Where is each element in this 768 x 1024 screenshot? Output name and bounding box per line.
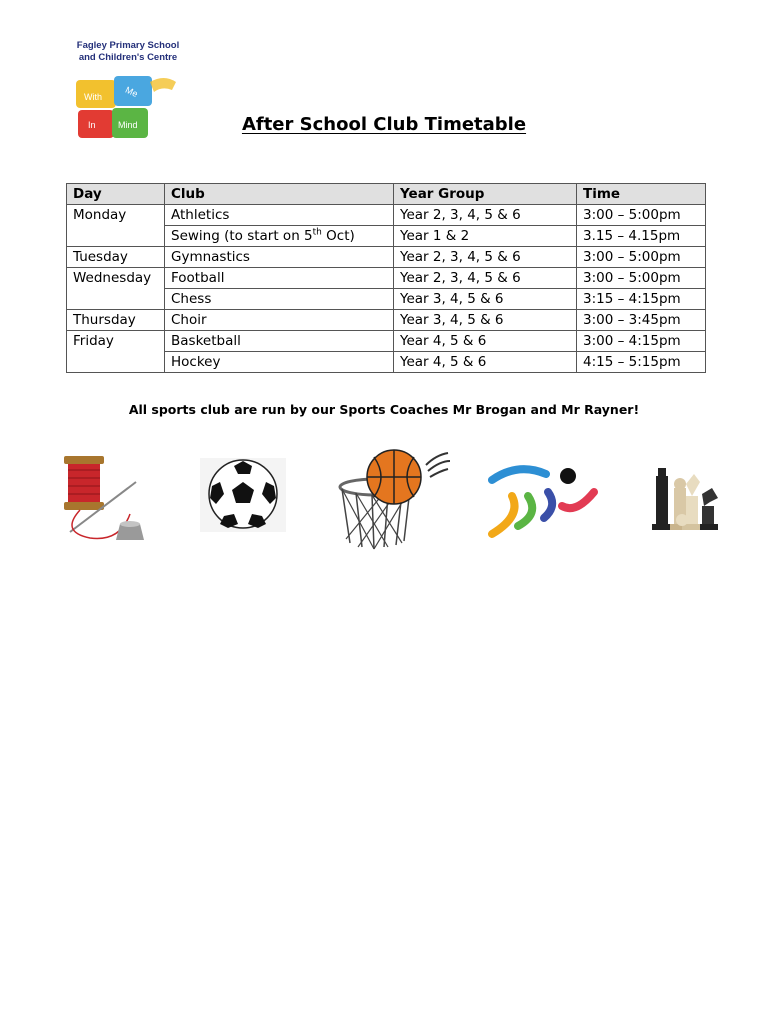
cell-club: Chess	[165, 289, 394, 310]
cell-club: Choir	[165, 310, 394, 331]
table-row	[67, 247, 706, 268]
puzzle-word-4: Mind	[118, 120, 138, 130]
table-row	[67, 205, 706, 226]
logo-school-name: Fagley Primary School and Children's Centre	[76, 40, 180, 63]
page-title: After School Club Timetable	[241, 114, 527, 135]
cell-club: Sewing (to start on 5th Oct)	[165, 226, 394, 247]
cell-time: 4:15 – 5:15pm	[577, 352, 706, 373]
cell-time: 3:00 – 5:00pm	[577, 268, 706, 289]
puzzle-word-2: Me	[123, 84, 140, 100]
cell-day	[67, 289, 165, 310]
table-row	[67, 226, 706, 247]
cell-time: 3:15 – 4:15pm	[577, 289, 706, 310]
header-club: Club	[165, 184, 394, 205]
cell-time: 3:00 – 3:45pm	[577, 310, 706, 331]
cell-year-group: Year 2, 3, 4, 5 & 6	[394, 268, 577, 289]
cell-year-group: Year 3, 4, 5 & 6	[394, 289, 577, 310]
cell-day: Monday	[67, 205, 165, 226]
table-row	[67, 331, 706, 352]
header-time: Time	[577, 184, 706, 205]
puzzle-word-1: With	[84, 92, 102, 102]
sports-coaches-note: All sports club are run by our Sports Coaches Mr Brogan and Mr Rayner!	[128, 402, 640, 417]
cell-club: Football	[165, 268, 394, 289]
cell-year-group: Year 1 & 2	[394, 226, 577, 247]
athletics-icon	[488, 462, 600, 540]
cell-day: Thursday	[67, 310, 165, 331]
cell-club: Athletics	[165, 205, 394, 226]
cell-time: 3:00 – 5:00pm	[577, 247, 706, 268]
table-row	[67, 352, 706, 373]
cell-year-group: Year 4, 5 & 6	[394, 352, 577, 373]
puzzle-logo-icon	[72, 68, 184, 148]
sewing-icon	[50, 452, 162, 544]
cell-day: Friday	[67, 331, 165, 352]
chess-icon	[648, 462, 722, 534]
header-year-group: Year Group	[394, 184, 577, 205]
cell-club: Basketball	[165, 331, 394, 352]
cell-day	[67, 226, 165, 247]
header-day: Day	[67, 184, 165, 205]
table-row	[67, 268, 706, 289]
table-row	[67, 289, 706, 310]
cell-time: 3.15 – 4.15pm	[577, 226, 706, 247]
cell-club: Gymnastics	[165, 247, 394, 268]
cell-year-group: Year 4, 5 & 6	[394, 331, 577, 352]
cell-day: Tuesday	[67, 247, 165, 268]
football-icon	[200, 458, 286, 532]
puzzle-word-3: In	[88, 120, 96, 130]
timetable	[66, 183, 706, 373]
cell-day	[67, 352, 165, 373]
cell-time: 3:00 – 4:15pm	[577, 331, 706, 352]
cell-day: Wednesday	[67, 268, 165, 289]
basketball-icon	[336, 447, 454, 551]
timetable-header-row	[67, 184, 706, 205]
cell-year-group: Year 2, 3, 4, 5 & 6	[394, 205, 577, 226]
table-row	[67, 310, 706, 331]
cell-time: 3:00 – 5:00pm	[577, 205, 706, 226]
cell-year-group: Year 2, 3, 4, 5 & 6	[394, 247, 577, 268]
cell-year-group: Year 3, 4, 5 & 6	[394, 310, 577, 331]
cell-club: Hockey	[165, 352, 394, 373]
